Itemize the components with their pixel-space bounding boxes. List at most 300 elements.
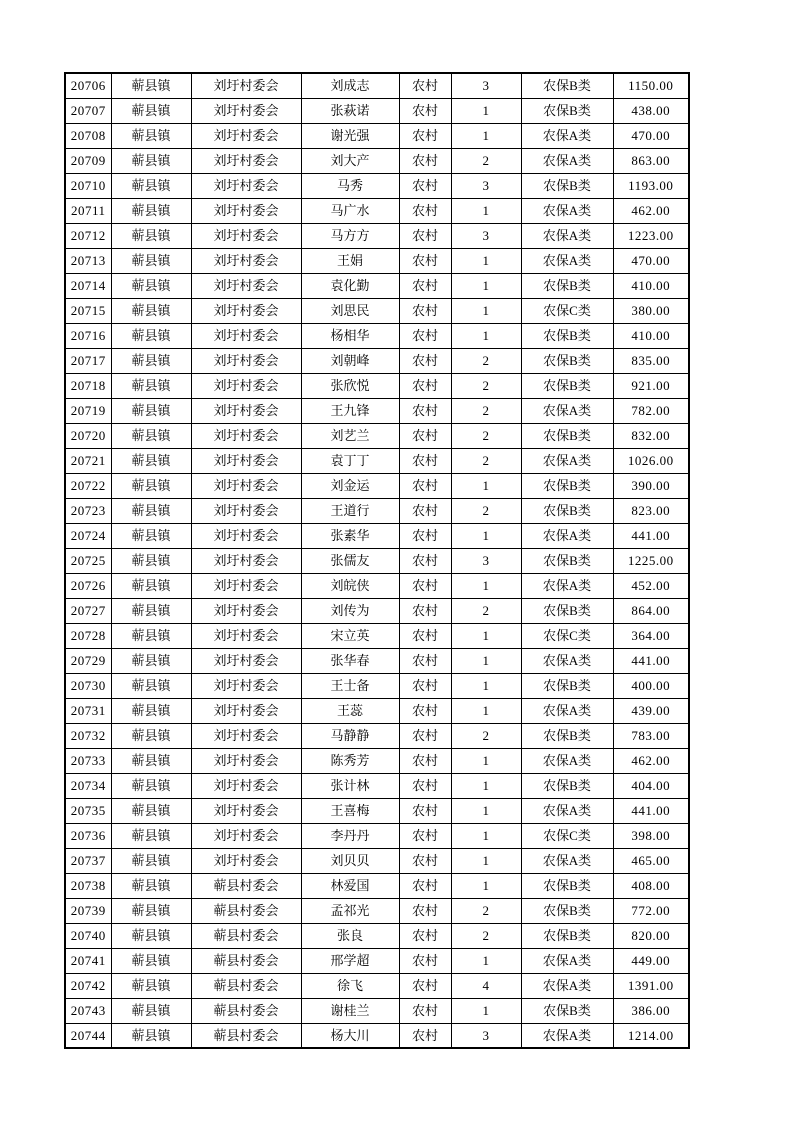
cell-amount: 380.00	[613, 298, 689, 323]
table-row	[65, 948, 689, 973]
table-row	[65, 223, 689, 248]
cell-name: 张素华	[301, 523, 399, 548]
cell-category: 农保A类	[521, 448, 613, 473]
cell-amount: 1150.00	[613, 73, 689, 98]
cell-village: 刘圩村委会	[191, 398, 301, 423]
cell-village: 刘圩村委会	[191, 798, 301, 823]
cell-id: 20707	[65, 98, 111, 123]
cell-residence: 农村	[399, 123, 451, 148]
cell-id: 20741	[65, 948, 111, 973]
cell-amount: 782.00	[613, 398, 689, 423]
cell-count: 2	[451, 373, 521, 398]
cell-town: 蕲县镇	[111, 573, 191, 598]
cell-town: 蕲县镇	[111, 673, 191, 698]
cell-residence: 农村	[399, 973, 451, 998]
cell-town: 蕲县镇	[111, 223, 191, 248]
cell-id: 20721	[65, 448, 111, 473]
cell-name: 袁化勤	[301, 273, 399, 298]
cell-count: 2	[451, 723, 521, 748]
cell-village: 刘圩村委会	[191, 173, 301, 198]
cell-id: 20715	[65, 298, 111, 323]
cell-count: 4	[451, 973, 521, 998]
cell-residence: 农村	[399, 598, 451, 623]
table-row	[65, 448, 689, 473]
cell-count: 1	[451, 823, 521, 848]
cell-town: 蕲县镇	[111, 973, 191, 998]
cell-name: 林爱国	[301, 873, 399, 898]
cell-id: 20720	[65, 423, 111, 448]
cell-residence: 农村	[399, 623, 451, 648]
cell-town: 蕲县镇	[111, 473, 191, 498]
cell-category: 农保A类	[521, 573, 613, 598]
cell-residence: 农村	[399, 798, 451, 823]
cell-amount: 835.00	[613, 348, 689, 373]
cell-id: 20740	[65, 923, 111, 948]
cell-town: 蕲县镇	[111, 373, 191, 398]
cell-name: 刘贝贝	[301, 848, 399, 873]
cell-town: 蕲县镇	[111, 873, 191, 898]
cell-name: 张华春	[301, 648, 399, 673]
cell-residence: 农村	[399, 848, 451, 873]
table-row	[65, 323, 689, 348]
cell-amount: 441.00	[613, 648, 689, 673]
cell-village: 刘圩村委会	[191, 198, 301, 223]
cell-village: 刘圩村委会	[191, 523, 301, 548]
table-row	[65, 748, 689, 773]
cell-id: 20726	[65, 573, 111, 598]
cell-id: 20732	[65, 723, 111, 748]
cell-village: 刘圩村委会	[191, 423, 301, 448]
cell-category: 农保B类	[521, 373, 613, 398]
cell-village: 刘圩村委会	[191, 748, 301, 773]
cell-id: 20719	[65, 398, 111, 423]
cell-count: 3	[451, 173, 521, 198]
cell-residence: 农村	[399, 748, 451, 773]
cell-category: 农保B类	[521, 548, 613, 573]
table-row	[65, 973, 689, 998]
cell-category: 农保A类	[521, 948, 613, 973]
cell-count: 2	[451, 448, 521, 473]
cell-town: 蕲县镇	[111, 1023, 191, 1048]
cell-count: 2	[451, 398, 521, 423]
cell-residence: 农村	[399, 898, 451, 923]
cell-id: 20742	[65, 973, 111, 998]
cell-amount: 1214.00	[613, 1023, 689, 1048]
cell-count: 2	[451, 148, 521, 173]
cell-id: 20734	[65, 773, 111, 798]
cell-count: 1	[451, 798, 521, 823]
cell-residence: 农村	[399, 423, 451, 448]
cell-category: 农保C类	[521, 823, 613, 848]
cell-residence: 农村	[399, 948, 451, 973]
cell-name: 刘朝峰	[301, 348, 399, 373]
cell-residence: 农村	[399, 198, 451, 223]
cell-village: 刘圩村委会	[191, 448, 301, 473]
cell-name: 刘传为	[301, 598, 399, 623]
cell-town: 蕲县镇	[111, 623, 191, 648]
cell-id: 20716	[65, 323, 111, 348]
cell-category: 农保B类	[521, 173, 613, 198]
cell-count: 2	[451, 898, 521, 923]
cell-id: 20711	[65, 198, 111, 223]
cell-id: 20727	[65, 598, 111, 623]
cell-residence: 农村	[399, 723, 451, 748]
table-row	[65, 873, 689, 898]
cell-village: 刘圩村委会	[191, 773, 301, 798]
cell-town: 蕲县镇	[111, 448, 191, 473]
cell-count: 1	[451, 198, 521, 223]
cell-village: 刘圩村委会	[191, 323, 301, 348]
cell-name: 刘大产	[301, 148, 399, 173]
table-row	[65, 723, 689, 748]
cell-amount: 441.00	[613, 798, 689, 823]
cell-village: 蕲县村委会	[191, 923, 301, 948]
cell-name: 张计林	[301, 773, 399, 798]
cell-amount: 364.00	[613, 623, 689, 648]
cell-category: 农保A类	[521, 523, 613, 548]
cell-category: 农保B类	[521, 673, 613, 698]
cell-village: 刘圩村委会	[191, 273, 301, 298]
cell-amount: 921.00	[613, 373, 689, 398]
cell-amount: 1391.00	[613, 973, 689, 998]
table-row	[65, 98, 689, 123]
table-row	[65, 673, 689, 698]
cell-village: 刘圩村委会	[191, 223, 301, 248]
cell-count: 1	[451, 98, 521, 123]
table-row	[65, 248, 689, 273]
cell-town: 蕲县镇	[111, 698, 191, 723]
cell-town: 蕲县镇	[111, 998, 191, 1023]
cell-name: 王九锋	[301, 398, 399, 423]
cell-id: 20728	[65, 623, 111, 648]
cell-count: 2	[451, 423, 521, 448]
cell-id: 20730	[65, 673, 111, 698]
cell-id: 20709	[65, 148, 111, 173]
cell-count: 2	[451, 923, 521, 948]
table-body	[65, 73, 689, 1048]
benefits-table	[64, 72, 690, 1049]
cell-name: 谢光强	[301, 123, 399, 148]
table-row	[65, 423, 689, 448]
cell-village: 刘圩村委会	[191, 498, 301, 523]
cell-amount: 449.00	[613, 948, 689, 973]
cell-village: 刘圩村委会	[191, 573, 301, 598]
cell-residence: 农村	[399, 873, 451, 898]
cell-id: 20735	[65, 798, 111, 823]
cell-name: 王士备	[301, 673, 399, 698]
table-row	[65, 573, 689, 598]
cell-residence: 农村	[399, 223, 451, 248]
table-row	[65, 148, 689, 173]
cell-village: 刘圩村委会	[191, 548, 301, 573]
cell-category: 农保A类	[521, 1023, 613, 1048]
cell-village: 刘圩村委会	[191, 698, 301, 723]
cell-town: 蕲县镇	[111, 798, 191, 823]
cell-town: 蕲县镇	[111, 898, 191, 923]
cell-amount: 410.00	[613, 323, 689, 348]
cell-residence: 农村	[399, 273, 451, 298]
cell-category: 农保C类	[521, 623, 613, 648]
cell-count: 1	[451, 748, 521, 773]
cell-amount: 863.00	[613, 148, 689, 173]
cell-category: 农保C类	[521, 298, 613, 323]
cell-name: 张良	[301, 923, 399, 948]
cell-town: 蕲县镇	[111, 748, 191, 773]
cell-category: 农保B类	[521, 923, 613, 948]
table-row	[65, 123, 689, 148]
cell-id: 20718	[65, 373, 111, 398]
table-row	[65, 198, 689, 223]
cell-count: 2	[451, 348, 521, 373]
table-row	[65, 773, 689, 798]
cell-town: 蕲县镇	[111, 648, 191, 673]
table-row	[65, 848, 689, 873]
cell-residence: 农村	[399, 498, 451, 523]
cell-category: 农保A类	[521, 398, 613, 423]
table-row	[65, 598, 689, 623]
cell-name: 谢桂兰	[301, 998, 399, 1023]
cell-id: 20725	[65, 548, 111, 573]
cell-town: 蕲县镇	[111, 773, 191, 798]
cell-town: 蕲县镇	[111, 948, 191, 973]
cell-town: 蕲县镇	[111, 73, 191, 98]
cell-amount: 390.00	[613, 473, 689, 498]
cell-count: 1	[451, 248, 521, 273]
cell-category: 农保B类	[521, 998, 613, 1023]
cell-category: 农保B类	[521, 873, 613, 898]
cell-amount: 820.00	[613, 923, 689, 948]
table-row	[65, 823, 689, 848]
cell-category: 农保B类	[521, 723, 613, 748]
cell-amount: 772.00	[613, 898, 689, 923]
cell-count: 1	[451, 298, 521, 323]
cell-amount: 398.00	[613, 823, 689, 848]
cell-name: 杨相华	[301, 323, 399, 348]
table-row	[65, 898, 689, 923]
cell-amount: 400.00	[613, 673, 689, 698]
cell-amount: 441.00	[613, 523, 689, 548]
cell-town: 蕲县镇	[111, 173, 191, 198]
cell-category: 农保B类	[521, 273, 613, 298]
cell-id: 20736	[65, 823, 111, 848]
cell-id: 20729	[65, 648, 111, 673]
cell-category: 农保A类	[521, 248, 613, 273]
cell-village: 蕲县村委会	[191, 998, 301, 1023]
table-row	[65, 473, 689, 498]
cell-amount: 408.00	[613, 873, 689, 898]
table-row	[65, 523, 689, 548]
cell-name: 马秀	[301, 173, 399, 198]
cell-residence: 农村	[399, 823, 451, 848]
cell-residence: 农村	[399, 473, 451, 498]
cell-amount: 465.00	[613, 848, 689, 873]
cell-village: 刘圩村委会	[191, 248, 301, 273]
cell-count: 1	[451, 623, 521, 648]
cell-village: 刘圩村委会	[191, 373, 301, 398]
cell-residence: 农村	[399, 248, 451, 273]
cell-amount: 462.00	[613, 198, 689, 223]
cell-count: 3	[451, 548, 521, 573]
cell-town: 蕲县镇	[111, 323, 191, 348]
cell-category: 农保A类	[521, 848, 613, 873]
cell-count: 1	[451, 873, 521, 898]
cell-village: 蕲县村委会	[191, 873, 301, 898]
table-row	[65, 548, 689, 573]
cell-name: 张儒友	[301, 548, 399, 573]
cell-town: 蕲县镇	[111, 523, 191, 548]
cell-village: 刘圩村委会	[191, 98, 301, 123]
cell-residence: 农村	[399, 398, 451, 423]
cell-residence: 农村	[399, 698, 451, 723]
cell-amount: 438.00	[613, 98, 689, 123]
cell-village: 蕲县村委会	[191, 948, 301, 973]
cell-category: 农保B类	[521, 73, 613, 98]
table-row	[65, 648, 689, 673]
cell-residence: 农村	[399, 923, 451, 948]
cell-name: 陈秀芳	[301, 748, 399, 773]
table-row	[65, 373, 689, 398]
cell-id: 20722	[65, 473, 111, 498]
cell-id: 20737	[65, 848, 111, 873]
cell-name: 刘金运	[301, 473, 399, 498]
cell-count: 1	[451, 773, 521, 798]
cell-category: 农保A类	[521, 648, 613, 673]
cell-count: 1	[451, 648, 521, 673]
cell-residence: 农村	[399, 298, 451, 323]
cell-name: 张萩诺	[301, 98, 399, 123]
cell-amount: 823.00	[613, 498, 689, 523]
cell-category: 农保A类	[521, 148, 613, 173]
cell-town: 蕲县镇	[111, 823, 191, 848]
cell-name: 王娟	[301, 248, 399, 273]
cell-count: 1	[451, 273, 521, 298]
cell-town: 蕲县镇	[111, 723, 191, 748]
cell-id: 20743	[65, 998, 111, 1023]
cell-town: 蕲县镇	[111, 498, 191, 523]
table-row	[65, 173, 689, 198]
cell-village: 刘圩村委会	[191, 623, 301, 648]
cell-category: 农保B类	[521, 98, 613, 123]
cell-village: 刘圩村委会	[191, 298, 301, 323]
cell-id: 20723	[65, 498, 111, 523]
cell-village: 刘圩村委会	[191, 648, 301, 673]
cell-count: 3	[451, 1023, 521, 1048]
cell-residence: 农村	[399, 148, 451, 173]
cell-category: 农保B类	[521, 598, 613, 623]
cell-count: 1	[451, 523, 521, 548]
table-row	[65, 498, 689, 523]
cell-residence: 农村	[399, 323, 451, 348]
cell-village: 刘圩村委会	[191, 348, 301, 373]
cell-town: 蕲县镇	[111, 298, 191, 323]
cell-residence: 农村	[399, 673, 451, 698]
cell-amount: 1225.00	[613, 548, 689, 573]
cell-name: 王蕊	[301, 698, 399, 723]
cell-count: 1	[451, 848, 521, 873]
cell-village: 刘圩村委会	[191, 473, 301, 498]
cell-residence: 农村	[399, 523, 451, 548]
cell-residence: 农村	[399, 173, 451, 198]
cell-category: 农保B类	[521, 473, 613, 498]
cell-id: 20706	[65, 73, 111, 98]
cell-name: 马广水	[301, 198, 399, 223]
table-row	[65, 998, 689, 1023]
cell-category: 农保B类	[521, 498, 613, 523]
cell-count: 1	[451, 673, 521, 698]
cell-count: 3	[451, 223, 521, 248]
cell-count: 1	[451, 698, 521, 723]
cell-village: 蕲县村委会	[191, 973, 301, 998]
cell-amount: 439.00	[613, 698, 689, 723]
table-row	[65, 348, 689, 373]
cell-amount: 783.00	[613, 723, 689, 748]
cell-village: 蕲县村委会	[191, 1023, 301, 1048]
cell-amount: 832.00	[613, 423, 689, 448]
cell-name: 刘艺兰	[301, 423, 399, 448]
cell-name: 徐飞	[301, 973, 399, 998]
cell-town: 蕲县镇	[111, 148, 191, 173]
cell-count: 2	[451, 498, 521, 523]
cell-residence: 农村	[399, 773, 451, 798]
cell-village: 刘圩村委会	[191, 73, 301, 98]
cell-count: 1	[451, 473, 521, 498]
cell-residence: 农村	[399, 573, 451, 598]
cell-amount: 864.00	[613, 598, 689, 623]
cell-amount: 462.00	[613, 748, 689, 773]
cell-residence: 农村	[399, 998, 451, 1023]
cell-amount: 470.00	[613, 248, 689, 273]
cell-id: 20713	[65, 248, 111, 273]
table-row	[65, 798, 689, 823]
cell-count: 1	[451, 948, 521, 973]
cell-name: 孟祁光	[301, 898, 399, 923]
table-row	[65, 73, 689, 98]
cell-id: 20731	[65, 698, 111, 723]
cell-town: 蕲县镇	[111, 123, 191, 148]
cell-town: 蕲县镇	[111, 848, 191, 873]
cell-town: 蕲县镇	[111, 398, 191, 423]
cell-name: 王喜梅	[301, 798, 399, 823]
cell-category: 农保B类	[521, 348, 613, 373]
cell-village: 刘圩村委会	[191, 148, 301, 173]
cell-village: 刘圩村委会	[191, 123, 301, 148]
cell-category: 农保A类	[521, 223, 613, 248]
cell-name: 杨大川	[301, 1023, 399, 1048]
cell-amount: 410.00	[613, 273, 689, 298]
cell-name: 刘成志	[301, 73, 399, 98]
cell-name: 马静静	[301, 723, 399, 748]
cell-residence: 农村	[399, 648, 451, 673]
cell-category: 农保B类	[521, 898, 613, 923]
cell-count: 1	[451, 323, 521, 348]
cell-amount: 1223.00	[613, 223, 689, 248]
cell-village: 蕲县村委会	[191, 898, 301, 923]
cell-count: 1	[451, 573, 521, 598]
cell-town: 蕲县镇	[111, 198, 191, 223]
cell-residence: 农村	[399, 98, 451, 123]
cell-name: 张欣悦	[301, 373, 399, 398]
cell-amount: 386.00	[613, 998, 689, 1023]
cell-id: 20714	[65, 273, 111, 298]
cell-town: 蕲县镇	[111, 98, 191, 123]
cell-count: 2	[451, 598, 521, 623]
cell-residence: 农村	[399, 348, 451, 373]
cell-residence: 农村	[399, 73, 451, 98]
cell-town: 蕲县镇	[111, 348, 191, 373]
cell-count: 1	[451, 998, 521, 1023]
cell-residence: 农村	[399, 1023, 451, 1048]
cell-amount: 452.00	[613, 573, 689, 598]
